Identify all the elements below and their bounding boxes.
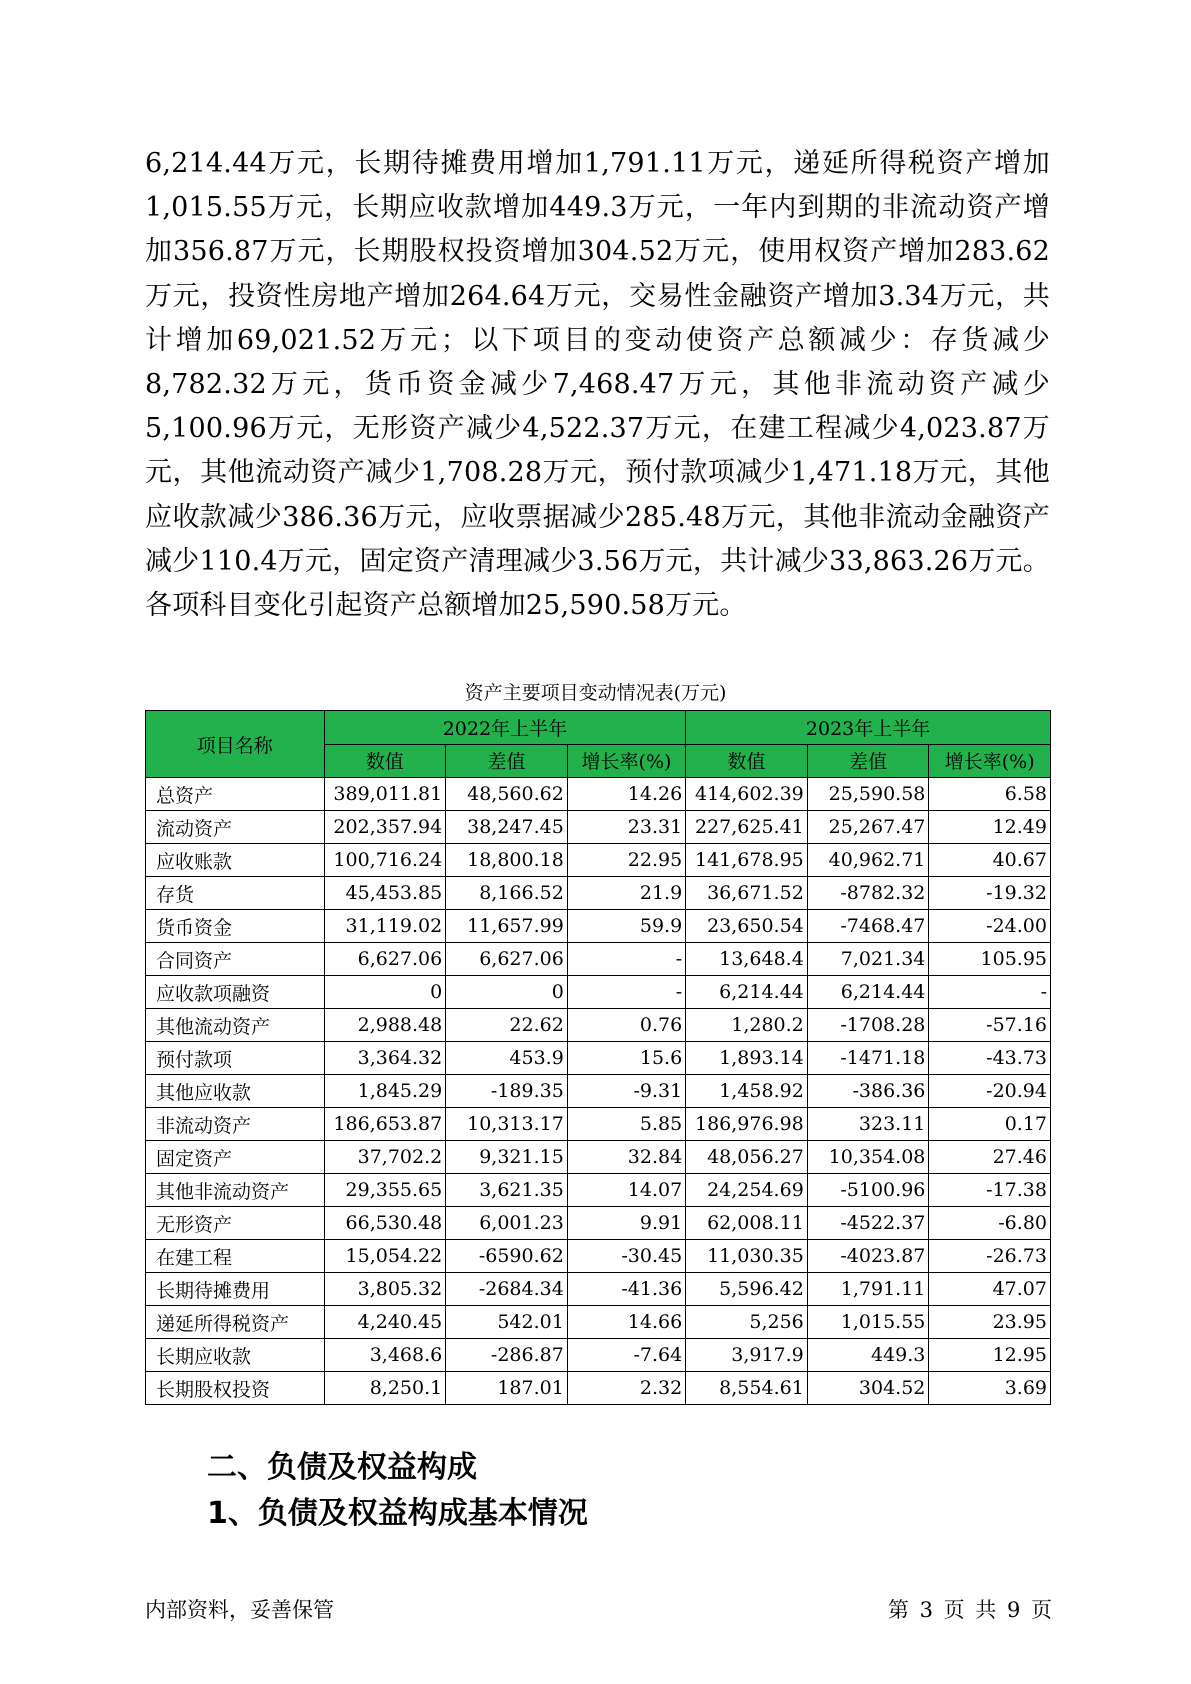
- table-row: [146, 1339, 1051, 1372]
- row-value-cell: -57.16: [929, 1009, 1051, 1042]
- row-value-cell: 6,214.44: [686, 976, 808, 1009]
- row-value-cell: 37,702.2: [324, 1141, 446, 1174]
- asset-changes-table: [145, 710, 1051, 1405]
- row-value-cell: -: [567, 943, 685, 976]
- row-value-cell: 8,554.61: [686, 1372, 808, 1405]
- row-value-cell: -: [567, 976, 685, 1009]
- row-value-cell: 6,627.06: [324, 943, 446, 976]
- table-row: [146, 844, 1051, 877]
- header-2022-value: 数值: [324, 744, 446, 778]
- row-value-cell: 12.95: [929, 1339, 1051, 1372]
- table-row: [146, 976, 1051, 1009]
- table-row: [146, 1108, 1051, 1141]
- row-value-cell: 14.07: [567, 1174, 685, 1207]
- row-value-cell: -9.31: [567, 1075, 685, 1108]
- header-2023-value: 数值: [686, 744, 808, 778]
- row-value-cell: 62,008.11: [686, 1207, 808, 1240]
- row-value-cell: 66,530.48: [324, 1207, 446, 1240]
- row-value-cell: 389,011.81: [324, 778, 446, 811]
- row-value-cell: 2.32: [567, 1372, 685, 1405]
- row-item-name: 流动资产: [146, 811, 325, 844]
- row-value-cell: 40.67: [929, 844, 1051, 877]
- row-value-cell: 3.69: [929, 1372, 1051, 1405]
- row-value-cell: 8,250.1: [324, 1372, 446, 1405]
- row-value-cell: 36,671.52: [686, 877, 808, 910]
- row-value-cell: 23,650.54: [686, 910, 808, 943]
- table-row: [146, 1240, 1051, 1273]
- row-value-cell: 105.95: [929, 943, 1051, 976]
- row-value-cell: -4023.87: [807, 1240, 929, 1273]
- row-value-cell: -41.36: [567, 1273, 685, 1306]
- row-value-cell: 6,214.44: [807, 976, 929, 1009]
- row-value-cell: -7468.47: [807, 910, 929, 943]
- row-value-cell: 27.46: [929, 1141, 1051, 1174]
- row-value-cell: -2684.34: [446, 1273, 568, 1306]
- row-value-cell: -6.80: [929, 1207, 1051, 1240]
- row-value-cell: -386.36: [807, 1075, 929, 1108]
- row-value-cell: 4,240.45: [324, 1306, 446, 1339]
- table-row: [146, 778, 1051, 811]
- body-paragraph: 6,214.44万元，长期待摊费用增加1,791.11万元，递延所得税资产增加1,015.55万元，长期应收款增加449.3万元，一年内到期的非流动资产增加356.87万元，长期股权投资增加304.52万元，使用权资产增加283.62万元，投资性房地产增加264.64万元，交易性金融资产增加3.34万元，共计增加69,021.52万元；以下项目的变动使资产总额减少：存货减少8,782.32万元，货币资金减少7,468.47万元，其他非流动资产减少5,100.96万元，无形资产减少4,522.37万元，在建工程减少4,023.87万元，其他流动资产减少1,708.28万元，预付款项减少1,471.18万元，其他应收款减少386.36万元，应收票据减少285.48万元，其他非流动金融资产减少110.4万元，固定资产清理减少3.56万元，共计减少33,863.26万元。各项科目变化引起资产总额增加25,590.58万元。: [145, 148, 1050, 622]
- row-value-cell: 5.85: [567, 1108, 685, 1141]
- row-value-cell: 23.31: [567, 811, 685, 844]
- row-value-cell: 1,015.55: [807, 1306, 929, 1339]
- table-body: [146, 778, 1051, 1405]
- row-value-cell: 24,254.69: [686, 1174, 808, 1207]
- row-value-cell: 9.91: [567, 1207, 685, 1240]
- header-2023-growth: 增长率(%): [929, 744, 1051, 778]
- row-item-name: 应收账款: [146, 844, 325, 877]
- subsection-heading: 1、负债及权益构成基本情况: [207, 1496, 588, 1531]
- row-value-cell: 32.84: [567, 1141, 685, 1174]
- row-value-cell: 14.26: [567, 778, 685, 811]
- table-row: [146, 1075, 1051, 1108]
- row-value-cell: 23.95: [929, 1306, 1051, 1339]
- row-value-cell: 141,678.95: [686, 844, 808, 877]
- table-row: [146, 1042, 1051, 1075]
- row-item-name: 递延所得税资产: [146, 1306, 325, 1339]
- row-value-cell: 11,030.35: [686, 1240, 808, 1273]
- row-item-name: 存货: [146, 877, 325, 910]
- row-value-cell: 186,653.87: [324, 1108, 446, 1141]
- row-value-cell: 14.66: [567, 1306, 685, 1339]
- section-heading: 二、负债及权益构成: [207, 1450, 477, 1485]
- row-item-name: 非流动资产: [146, 1108, 325, 1141]
- row-value-cell: -: [929, 976, 1051, 1009]
- row-value-cell: 1,791.11: [807, 1273, 929, 1306]
- row-value-cell: 453.9: [446, 1042, 568, 1075]
- row-value-cell: 1,893.14: [686, 1042, 808, 1075]
- row-value-cell: 13,648.4: [686, 943, 808, 976]
- row-value-cell: 449.3: [807, 1339, 929, 1372]
- footer-page-number: 第 3 页 共 9 页: [887, 1598, 1052, 1622]
- row-value-cell: 18,800.18: [446, 844, 568, 877]
- row-value-cell: -1471.18: [807, 1042, 929, 1075]
- header-2022-growth: 增长率(%): [567, 744, 685, 778]
- row-value-cell: 5,256: [686, 1306, 808, 1339]
- row-value-cell: 6.58: [929, 778, 1051, 811]
- row-value-cell: 8,166.52: [446, 877, 568, 910]
- row-value-cell: -43.73: [929, 1042, 1051, 1075]
- row-value-cell: 11,657.99: [446, 910, 568, 943]
- row-value-cell: 0.76: [567, 1009, 685, 1042]
- row-value-cell: -20.94: [929, 1075, 1051, 1108]
- row-value-cell: 15.6: [567, 1042, 685, 1075]
- row-value-cell: 10,354.08: [807, 1141, 929, 1174]
- row-item-name: 总资产: [146, 778, 325, 811]
- row-value-cell: 0: [446, 976, 568, 1009]
- row-value-cell: 12.49: [929, 811, 1051, 844]
- row-value-cell: 7,021.34: [807, 943, 929, 976]
- row-item-name: 预付款项: [146, 1042, 325, 1075]
- row-value-cell: -5100.96: [807, 1174, 929, 1207]
- row-value-cell: 3,468.6: [324, 1339, 446, 1372]
- row-value-cell: 22.95: [567, 844, 685, 877]
- table-row: [146, 1141, 1051, 1174]
- row-value-cell: -7.64: [567, 1339, 685, 1372]
- row-value-cell: 48,056.27: [686, 1141, 808, 1174]
- table-row: [146, 1306, 1051, 1339]
- row-value-cell: 40,962.71: [807, 844, 929, 877]
- row-value-cell: 323.11: [807, 1108, 929, 1141]
- row-value-cell: -30.45: [567, 1240, 685, 1273]
- table-row: [146, 910, 1051, 943]
- row-value-cell: 3,805.32: [324, 1273, 446, 1306]
- row-item-name: 在建工程: [146, 1240, 325, 1273]
- row-value-cell: 9,321.15: [446, 1141, 568, 1174]
- row-value-cell: 100,716.24: [324, 844, 446, 877]
- row-value-cell: 414,602.39: [686, 778, 808, 811]
- table-caption: 资产主要项目变动情况表(万元): [464, 682, 727, 704]
- row-item-name: 合同资产: [146, 943, 325, 976]
- table-row: [146, 1174, 1051, 1207]
- row-value-cell: -19.32: [929, 877, 1051, 910]
- row-value-cell: 31,119.02: [324, 910, 446, 943]
- row-value-cell: 25,590.58: [807, 778, 929, 811]
- row-item-name: 应收款项融资: [146, 976, 325, 1009]
- header-2023-diff: 差值: [807, 744, 929, 778]
- row-item-name: 长期待摊费用: [146, 1273, 325, 1306]
- row-item-name: 其他应收款: [146, 1075, 325, 1108]
- row-value-cell: 15,054.22: [324, 1240, 446, 1273]
- row-value-cell: -189.35: [446, 1075, 568, 1108]
- table-row: [146, 1273, 1051, 1306]
- row-value-cell: 0.17: [929, 1108, 1051, 1141]
- header-2023-h1: 2023年上半年: [686, 711, 1051, 745]
- row-value-cell: 22.62: [446, 1009, 568, 1042]
- row-value-cell: 59.9: [567, 910, 685, 943]
- row-item-name: 无形资产: [146, 1207, 325, 1240]
- row-item-name: 货币资金: [146, 910, 325, 943]
- row-value-cell: 227,625.41: [686, 811, 808, 844]
- row-value-cell: -26.73: [929, 1240, 1051, 1273]
- row-value-cell: 10,313.17: [446, 1108, 568, 1141]
- row-value-cell: -1708.28: [807, 1009, 929, 1042]
- row-value-cell: 6,627.06: [446, 943, 568, 976]
- row-item-name: 长期股权投资: [146, 1372, 325, 1405]
- row-value-cell: 202,357.94: [324, 811, 446, 844]
- row-value-cell: 45,453.85: [324, 877, 446, 910]
- row-value-cell: 0: [324, 976, 446, 1009]
- row-value-cell: 542.01: [446, 1306, 568, 1339]
- row-value-cell: 21.9: [567, 877, 685, 910]
- table-row: [146, 1372, 1051, 1405]
- row-item-name: 其他非流动资产: [146, 1174, 325, 1207]
- row-value-cell: 48,560.62: [446, 778, 568, 811]
- row-value-cell: -24.00: [929, 910, 1051, 943]
- row-value-cell: -17.38: [929, 1174, 1051, 1207]
- row-value-cell: -6590.62: [446, 1240, 568, 1273]
- row-value-cell: 304.52: [807, 1372, 929, 1405]
- table-row: [146, 811, 1051, 844]
- row-value-cell: 3,621.35: [446, 1174, 568, 1207]
- row-value-cell: 1,845.29: [324, 1075, 446, 1108]
- row-value-cell: 38,247.45: [446, 811, 568, 844]
- row-item-name: 固定资产: [146, 1141, 325, 1174]
- row-item-name: 长期应收款: [146, 1339, 325, 1372]
- row-value-cell: -4522.37: [807, 1207, 929, 1240]
- table-row: [146, 1009, 1051, 1042]
- row-value-cell: 25,267.47: [807, 811, 929, 844]
- row-value-cell: 6,001.23: [446, 1207, 568, 1240]
- row-value-cell: 1,280.2: [686, 1009, 808, 1042]
- table-row: [146, 943, 1051, 976]
- row-value-cell: 29,355.65: [324, 1174, 446, 1207]
- header-item-name: 项目名称: [146, 711, 325, 778]
- row-value-cell: 3,917.9: [686, 1339, 808, 1372]
- table-row: [146, 1207, 1051, 1240]
- row-value-cell: 5,596.42: [686, 1273, 808, 1306]
- row-value-cell: 187.01: [446, 1372, 568, 1405]
- row-value-cell: -8782.32: [807, 877, 929, 910]
- row-value-cell: 47.07: [929, 1273, 1051, 1306]
- table-row: [146, 877, 1051, 910]
- row-value-cell: 186,976.98: [686, 1108, 808, 1141]
- header-2022-diff: 差值: [446, 744, 568, 778]
- row-value-cell: 3,364.32: [324, 1042, 446, 1075]
- row-value-cell: 2,988.48: [324, 1009, 446, 1042]
- row-value-cell: -286.87: [446, 1339, 568, 1372]
- header-2022-h1: 2022年上半年: [324, 711, 686, 745]
- row-value-cell: 1,458.92: [686, 1075, 808, 1108]
- footer-confidential-note: 内部资料，妥善保管: [145, 1598, 334, 1622]
- row-item-name: 其他流动资产: [146, 1009, 325, 1042]
